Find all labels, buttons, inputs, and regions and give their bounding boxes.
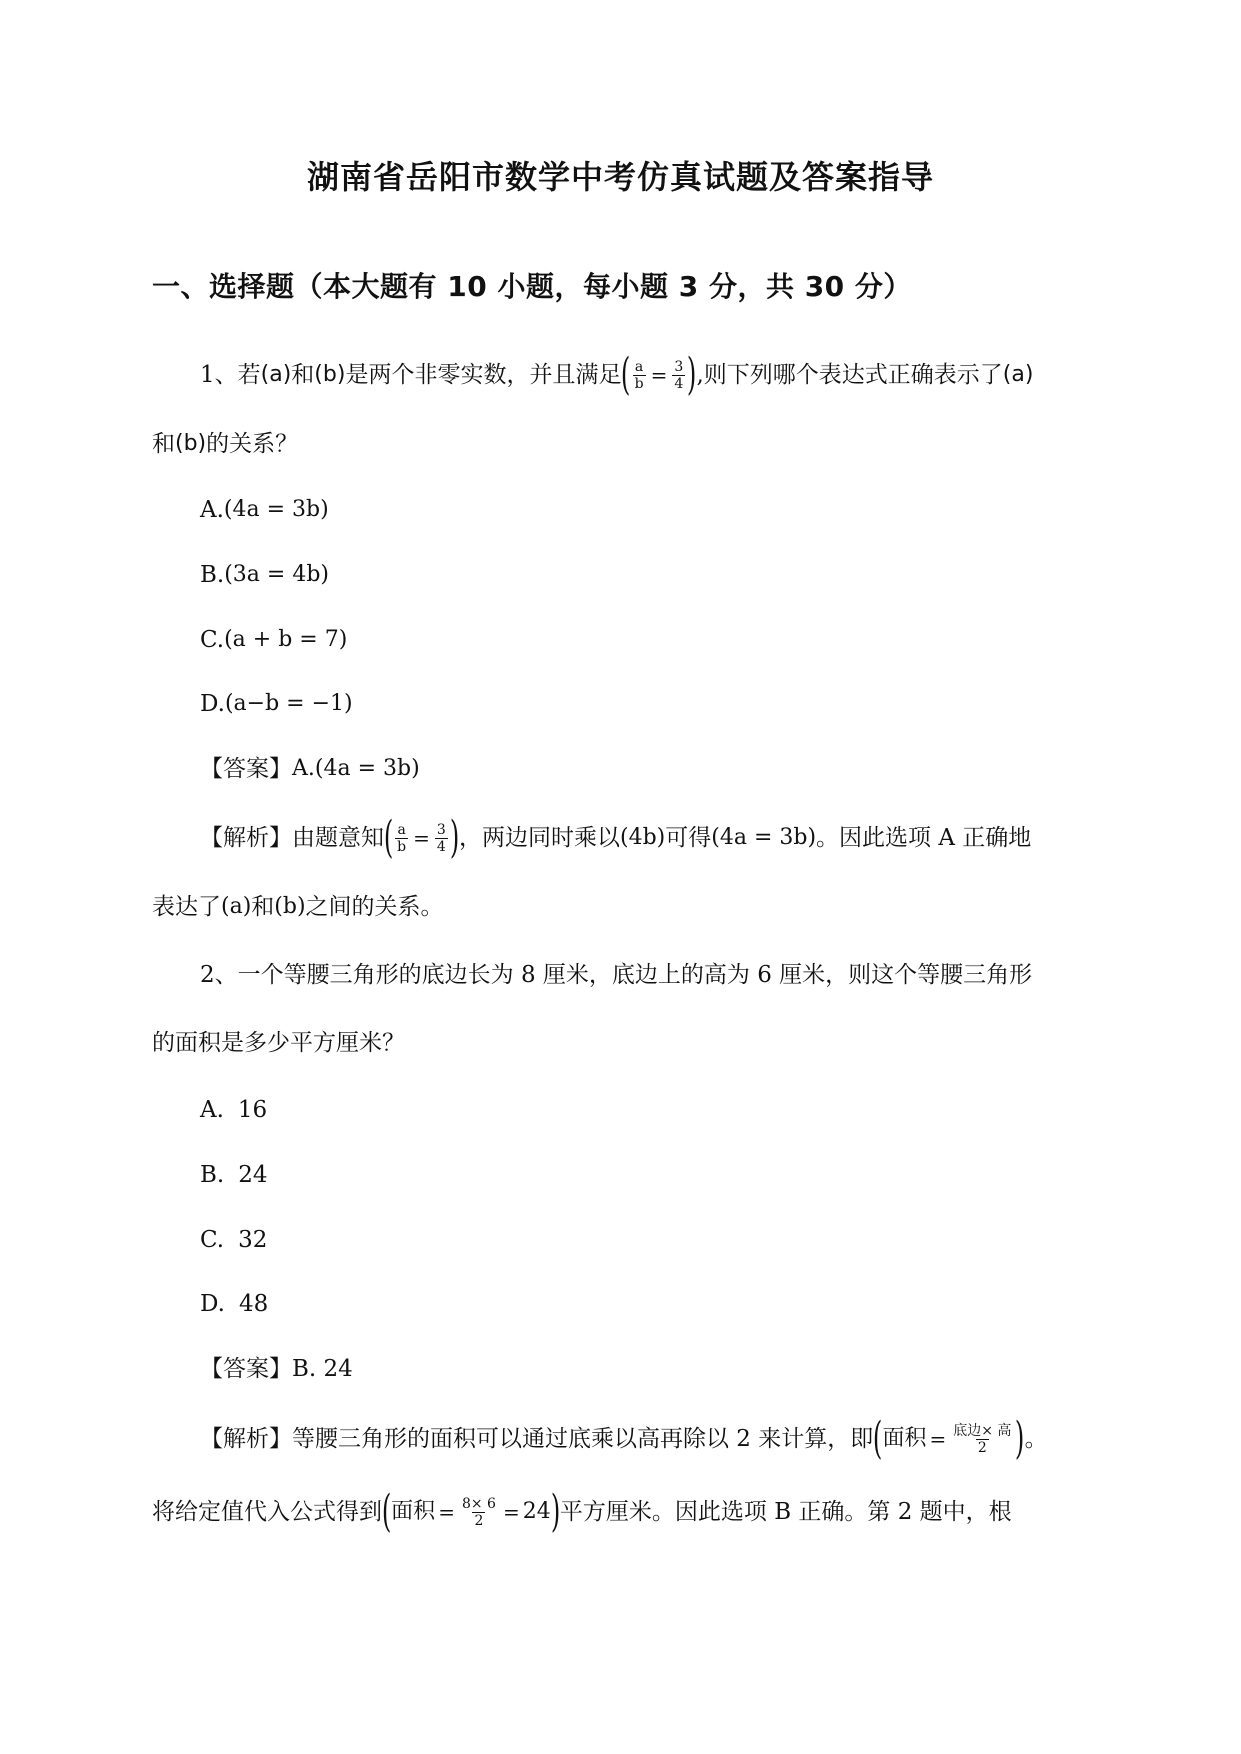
fraction-3-over-4 <box>672 359 685 392</box>
analysis-text: 表达了 <box>152 894 221 920</box>
fraction-calc <box>460 1496 498 1529</box>
q1-analysis-line2 <box>152 887 444 927</box>
analysis-text: 将给定值代入公式得到 <box>152 1499 382 1525</box>
q1-var-a: (a) <box>1002 362 1034 387</box>
option-label: D. <box>200 1291 225 1317</box>
answer-tag: 【答案】 <box>200 1356 292 1382</box>
fraction-denominator: b <box>634 375 644 392</box>
analysis-expr: (4b) <box>620 825 666 850</box>
paren-left: ( <box>621 349 631 400</box>
fraction-area-formula <box>951 1423 1013 1456</box>
equals-sign: = <box>650 363 668 387</box>
option-text: 16 <box>237 1097 268 1123</box>
q1-stem-text: 和 <box>291 362 315 388</box>
option-text: 48 <box>238 1291 269 1317</box>
fraction-denominator: 2 <box>977 1439 987 1456</box>
equals-sign: = <box>929 1427 947 1451</box>
paren-right: ) <box>550 1486 561 1537</box>
paren-left: ( <box>381 1486 392 1537</box>
q2-option-c <box>200 1220 267 1260</box>
q1-answer <box>200 749 420 789</box>
option-text: (3a = 4b) <box>224 562 329 587</box>
equals-sign: = <box>438 1500 455 1524</box>
fraction-numerator: a <box>397 821 406 838</box>
paren-left: ( <box>383 812 394 863</box>
analysis-text: 和 <box>251 894 275 920</box>
analysis-text: 等腰三角形的面积可以通过底乘以高再除以 2 来计算，即 <box>292 1426 874 1452</box>
analysis-tag: 【解析】 <box>200 825 292 851</box>
q2-option-a <box>200 1090 267 1130</box>
formula-lhs: 面积 <box>391 1499 436 1524</box>
option-text: 24 <box>238 1162 268 1188</box>
fraction-denominator: b <box>397 838 407 855</box>
analysis-text: 。因此选项 A 正确地 <box>816 825 1032 851</box>
q1-option-a <box>200 490 329 530</box>
q2-analysis-line2 <box>152 1486 1012 1537</box>
option-label: C. <box>200 627 225 653</box>
analysis-expr: (4a = 3b) <box>711 825 817 850</box>
q1-option-c <box>200 620 347 660</box>
option-text: (a−b = −1) <box>224 691 353 716</box>
q1-var-a: (a) <box>260 362 292 387</box>
option-label: A. <box>200 497 224 523</box>
fraction-numerator: a <box>634 358 644 375</box>
document-title: 湖南省岳阳市数学中考仿真试题及答案指导 <box>306 158 934 196</box>
option-text: 32 <box>238 1227 268 1253</box>
q1-stem-text: 是两个非零实数，并且满足 <box>345 362 622 388</box>
paren-right: ) <box>687 349 697 400</box>
fraction-denominator: 4 <box>436 838 446 855</box>
fraction-numerator: 底边× 高 <box>953 1422 1012 1439</box>
q1-stem-text: ,则下列哪个表达式正确表示了 <box>696 362 1003 388</box>
analysis-text: ，两边同时乘以 <box>459 825 620 851</box>
equals-sign: = <box>502 1500 520 1524</box>
q1-var-b: (b) <box>314 362 346 387</box>
q2-analysis-line1 <box>200 1413 1048 1464</box>
analysis-text: 平方厘米。因此选项 B 正确。第 2 题中，根 <box>559 1499 1012 1525</box>
fraction-a-over-b <box>395 822 408 855</box>
calc-result: 24 <box>522 1499 551 1524</box>
fraction-denominator: 4 <box>674 375 684 392</box>
analysis-tag: 【解析】 <box>200 1426 292 1452</box>
analysis-text: 由题意知 <box>292 825 384 851</box>
q1-stem-text: 和 <box>152 431 175 457</box>
q1-option-d <box>200 684 353 724</box>
analysis-expr: (a) <box>221 894 252 919</box>
equals-sign: = <box>413 826 430 850</box>
q1-stem-text: 的关系？ <box>206 431 299 457</box>
analysis-text: 可得 <box>665 825 712 851</box>
q1-analysis-line1 <box>200 812 1032 863</box>
q2-answer <box>200 1349 353 1389</box>
section-heading: 一、选择题（本大题有 10 小题，每小题 3 分，共 30 分） <box>152 270 912 303</box>
q2-option-d <box>200 1284 268 1324</box>
q2-option-b <box>200 1155 268 1195</box>
analysis-expr: (b) <box>274 894 306 919</box>
answer-text: A.(4a = 3b) <box>292 756 420 781</box>
fraction-numerator: 3 <box>674 358 684 375</box>
option-label: B. <box>200 1162 225 1188</box>
q1-stem-line2 <box>152 424 298 464</box>
analysis-text: 。 <box>1024 1426 1048 1452</box>
analysis-text: 之间的关系。 <box>305 894 444 920</box>
fraction-denominator: 2 <box>474 1512 484 1529</box>
option-label: D. <box>200 691 225 717</box>
paren-right: ) <box>449 812 460 863</box>
paren-left: ( <box>873 1413 883 1464</box>
paren-right: ) <box>1015 1413 1025 1464</box>
answer-text: B. 24 <box>292 1356 353 1382</box>
option-text: (4a = 3b) <box>223 497 329 522</box>
option-label: A. <box>200 1097 224 1123</box>
fraction-a-over-b <box>633 359 646 392</box>
fraction-numerator: 3 <box>436 821 446 838</box>
formula-lhs: 面积 <box>882 1426 927 1451</box>
fraction-3-over-4 <box>435 822 448 855</box>
q1-var-b: (b) <box>175 431 207 456</box>
q2-stem-line2: 的面积是多少平方厘米？ <box>152 1030 405 1056</box>
fraction-numerator: 8× 6 <box>461 1495 496 1512</box>
q1-stem-line1 <box>200 349 1034 400</box>
q2-stem-line1: 2、一个等腰三角形的底边长为 8 厘米，底边上的高为 6 厘米，则这个等腰三角形 <box>200 962 1033 988</box>
q1-stem-text: 1、若 <box>200 362 261 388</box>
option-text: (a + b = 7) <box>224 627 348 652</box>
answer-tag: 【答案】 <box>200 756 292 782</box>
q1-option-b <box>200 555 329 595</box>
option-label: C. <box>200 1227 225 1253</box>
option-label: B. <box>200 562 225 588</box>
